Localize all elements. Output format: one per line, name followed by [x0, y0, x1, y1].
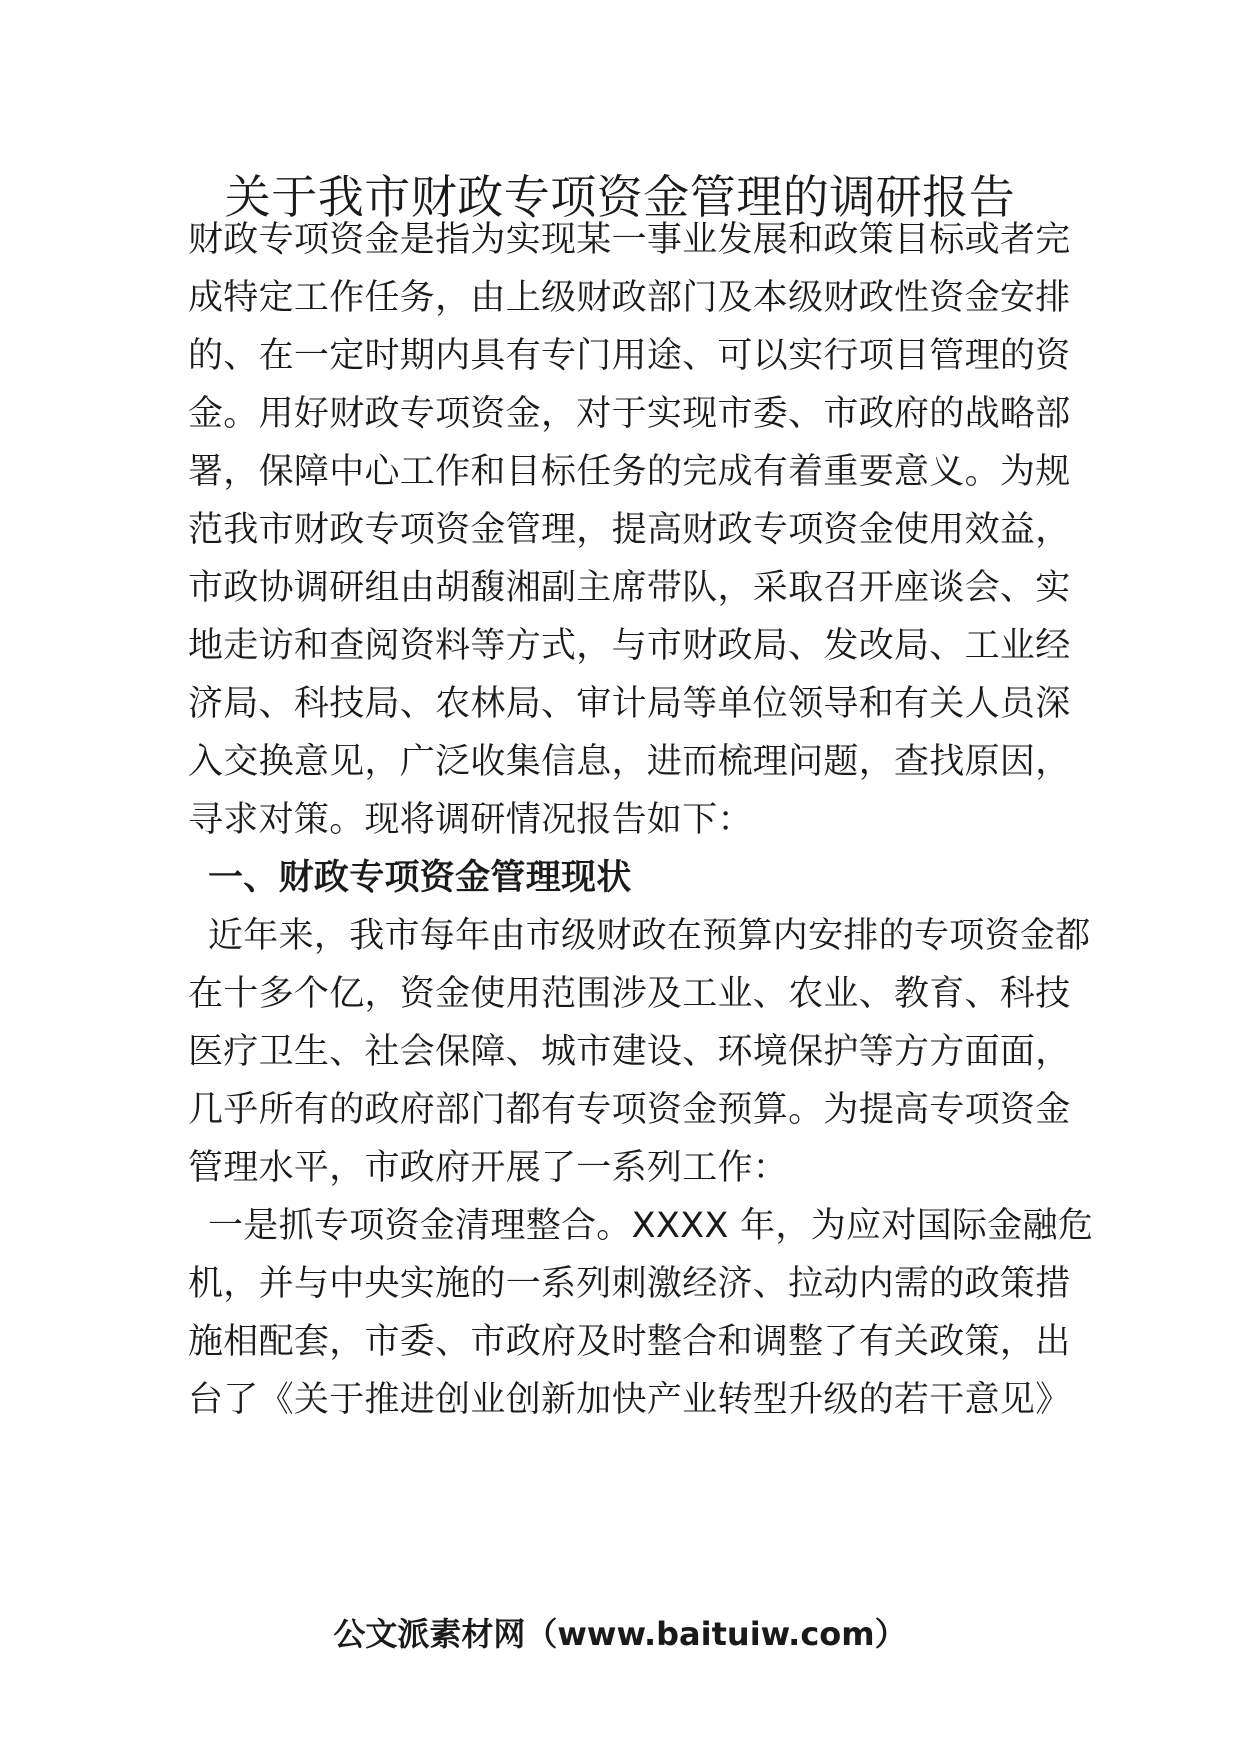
body-line: 机，并与中央实施的一系列刺激经济、拉动内需的政策措 — [188, 1264, 1071, 1304]
body-line: 署，保障中心工作和目标任务的完成有着重要意义。为规 — [188, 452, 1071, 492]
section-heading: 一、财政专项资金管理现状 — [208, 858, 632, 898]
body-line: 在十多个亿，资金使用范围涉及工业、农业、教育、科技 — [188, 974, 1071, 1014]
body-line: 台了《关于推进创业创新加快产业转型升级的若干意见》 — [188, 1380, 1071, 1420]
body-line: 近年来，我市每年由市级财政在预算内安排的专项资金都 — [208, 916, 1091, 956]
body-line: 医疗卫生、社会保障、城市建设、环境保护等方方面面， — [188, 1032, 1071, 1072]
body-line: 财政专项资金是指为实现某一事业发展和政策目标或者完 — [188, 220, 1071, 260]
body-line: 寻求对策。现将调研情况报告如下： — [188, 800, 753, 840]
body-line: 市政协调研组由胡馥湘副主席带队，采取召开座谈会、实 — [188, 568, 1071, 608]
body-line: 济局、科技局、农林局、审计局等单位领导和有关人员深 — [188, 684, 1071, 724]
body-line: 范我市财政专项资金管理，提高财政专项资金使用效益， — [188, 510, 1071, 550]
footer-source: 公文派素材网（www.baituiw.com） — [333, 1615, 907, 1653]
body-line: 地走访和查阅资料等方式，与市财政局、发改局、工业经 — [188, 626, 1071, 666]
body-line: 入交换意见，广泛收集信息，进而梳理问题，查找原因， — [188, 742, 1071, 782]
document-title: 关于我市财政专项资金管理的调研报告 — [224, 170, 1016, 224]
body-line: 几乎所有的政府部门都有专项资金预算。为提高专项资金 — [188, 1090, 1071, 1130]
body-line: 施相配套，市委、市政府及时整合和调整了有关政策，出 — [188, 1322, 1071, 1362]
body-line: 管理水平，市政府开展了一系列工作： — [188, 1148, 789, 1188]
body-line: 的、在一定时期内具有专门用途、可以实行项目管理的资 — [188, 336, 1071, 376]
body-line: 金。用好财政专项资金，对于实现市委、市政府的战略部 — [188, 394, 1071, 434]
body-line: 成特定工作任务，由上级财政部门及本级财政性资金安排 — [188, 278, 1071, 318]
body-line: 一是抓专项资金清理整合。XXXX 年，为应对国际金融危 — [208, 1206, 1094, 1246]
